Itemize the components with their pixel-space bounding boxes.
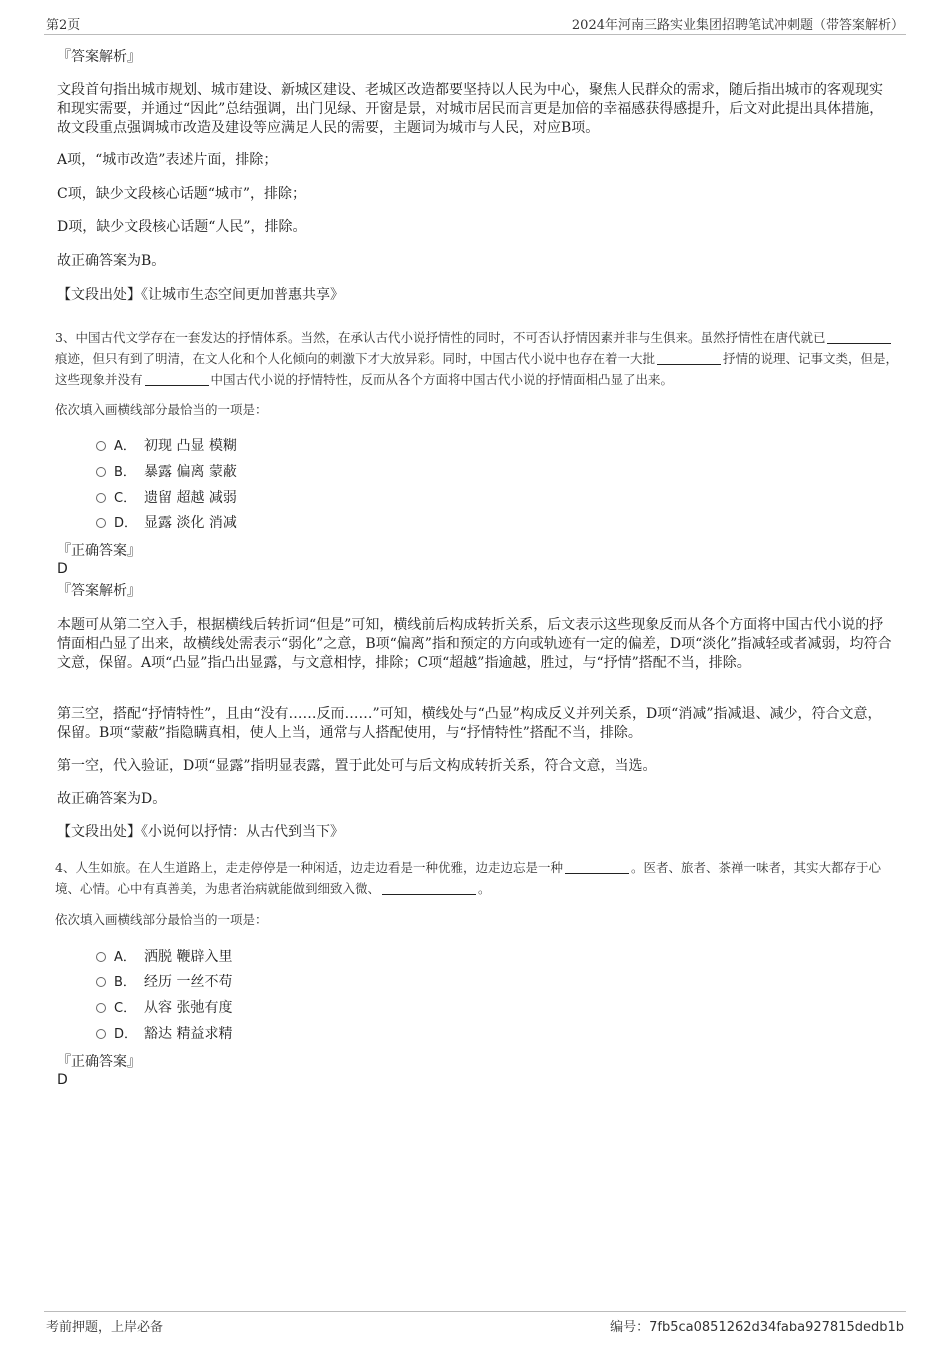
q3-option-b[interactable]: B． 暴露 偏离 蒙蔽 <box>96 462 237 483</box>
q2-analysis-option-d: D项，缺少文段核心话题“人民”，排除。 <box>57 219 307 235</box>
q4-option-a[interactable]: A． 洒脱 鞭辟入里 <box>96 947 232 968</box>
q3-stem <box>55 327 900 390</box>
radio-icon[interactable] <box>96 952 106 962</box>
q4-option-c[interactable]: C． 从容 张弛有度 <box>96 998 232 1019</box>
radio-icon[interactable] <box>96 977 106 987</box>
page-number: 第2页 <box>46 18 81 33</box>
q3-analysis-label: 『答案解析』 <box>57 583 141 599</box>
q4-option-b[interactable]: B． 经历 一丝不苟 <box>96 972 232 993</box>
q3-instruction: 依次填入画横线部分最恰当的一项是： <box>55 402 268 417</box>
q3-correct-label: 『正确答案』 <box>57 543 141 559</box>
radio-icon[interactable] <box>96 518 106 528</box>
q2-analysis-paragraph: 文段首句指出城市规划、城市建设、新城区建设、老城区改造都要坚持以人民为中心，聚焦人民群众的需求，随后指出城市的客观现实和现实需要，并通过“因此”总结强调，出门见绿、开窗是景，对城市居民而言更是加倍的幸福感获得感提升，后文对此提出具体措施，故文段重点强调城市改造及建设等应满足人民的需要，主题词为城市与人民，对应B项。 <box>57 82 884 136</box>
q4-correct-label: 『正确答案』 <box>57 1054 141 1070</box>
page-footer <box>44 1311 906 1336</box>
q4-stem-part-3: 。 <box>478 881 491 896</box>
q3-stem-part-2: 痕迹，但只有到了明清，在文人化和个人化倾向的刺激下才大放异彩。同时，中国古代小说中也存在着一大批 <box>55 351 656 366</box>
q4-correct-answer: D <box>57 1072 68 1088</box>
q3-blank-2 <box>657 350 721 365</box>
q3-analysis-paragraph-3: 第一空，代入验证，D项“显露”指明显表露，置于此处可与后文构成转折关系，符合文意，当选。 <box>57 758 657 774</box>
q4-blank-2 <box>382 880 476 895</box>
q4-instruction: 依次填入画横线部分最恰当的一项是： <box>55 912 268 927</box>
q2-conclusion: 故正确答案为B。 <box>57 253 166 269</box>
radio-icon[interactable] <box>96 467 106 477</box>
code-value: 7fb5ca0851262d34faba927815dedb1b <box>649 1320 904 1335</box>
q2-analysis-option-c: C项，缺少文段核心话题“城市”，排除； <box>57 186 307 202</box>
q3-conclusion: 故正确答案为D。 <box>57 791 167 807</box>
q3-source: 【文段出处】《小说何以抒情：从古代到当下》 <box>57 824 344 840</box>
q3-blank-3 <box>145 371 209 386</box>
radio-icon[interactable] <box>96 1029 106 1039</box>
q3-option-d[interactable]: D． 显露 淡化 消减 <box>96 513 237 534</box>
q4-stem <box>55 857 900 899</box>
radio-icon[interactable] <box>96 1003 106 1013</box>
code-label: 编号： <box>610 1320 650 1335</box>
q4-stem-part-1: 4、人生如旅。在人生道路上，走走停停是一种闲适，边走边看是一种优雅，边走边忘是一种 <box>55 860 563 875</box>
document-code <box>610 1316 904 1335</box>
q3-stem-part-3: 抒情的说理、记事文类，但是，这些现象并没有 <box>55 351 899 387</box>
q3-stem-part-1: 3、中国古代文学存在一套发达的抒情体系。当然，在承认古代小说抒情性的同时，不可否认抒情因素并非与生俱来。虽然抒情性在唐代就已 <box>55 330 826 345</box>
q4-option-d[interactable]: D． 豁达 精益求精 <box>96 1024 232 1045</box>
q2-source: 【文段出处】《让城市生态空间更加普惠共享》 <box>57 287 344 303</box>
q3-option-a[interactable]: A． 初现 凸显 模糊 <box>96 436 237 457</box>
q3-stem-part-4: 中国古代小说的抒情特性，反而从各个方面将中国古代小说的抒情面相凸显了出来。 <box>210 372 674 387</box>
q3-blank-1 <box>827 329 891 344</box>
q2-analysis-option-a: A项，“城市改造”表述片面，排除； <box>57 152 278 168</box>
document-title: 2024年河南三路实业集团招聘笔试冲刺题（带答案解析） <box>571 18 904 33</box>
q2-analysis-label: 『答案解析』 <box>57 49 141 65</box>
q3-correct-answer: D <box>57 561 68 577</box>
q3-analysis-paragraph-1: 本题可从第二空入手，根据横线后转折词“但是”可知，横线前后构成转折关系，后文表示这些现象反而从各个方面将中国古代小说的抒情面相凸显了出来，故横线处需表示“弱化”之意，B项“偏离”指和预定的方向或轨迹有一定的偏差，D项“淡化”指减轻或者减弱，均符合文意，保留。A项“凸显”指凸出显露，与文意相悖，排除；C项“超越”指逾越，胜过，与“抒情”搭配不当，排除。 <box>57 617 892 671</box>
footer-slogan: 考前押题，上岸必备 <box>46 1320 164 1335</box>
q3-option-c[interactable]: C． 遗留 超越 减弱 <box>96 488 237 509</box>
radio-icon[interactable] <box>96 493 106 503</box>
q3-analysis-paragraph-2: 第三空，搭配“抒情特性”，且由“没有……反而……”可知，横线处与“凸显”构成反义并列关系，D项“消减”指减退、减少，符合文意，保留。B项“蒙蔽”指隐瞒真相，使人上当，通常与人搭配使用，与“抒情特性”搭配不当，排除。 <box>57 706 882 741</box>
q4-stem-part-2: 。医者、旅者、茶禅一味者，其实大都存于心境、心情。心中有真善美，为患者治病就能做到细致入微、 <box>55 860 881 896</box>
radio-icon[interactable] <box>96 441 106 451</box>
page-header <box>44 12 906 35</box>
q4-blank-1 <box>565 859 629 874</box>
